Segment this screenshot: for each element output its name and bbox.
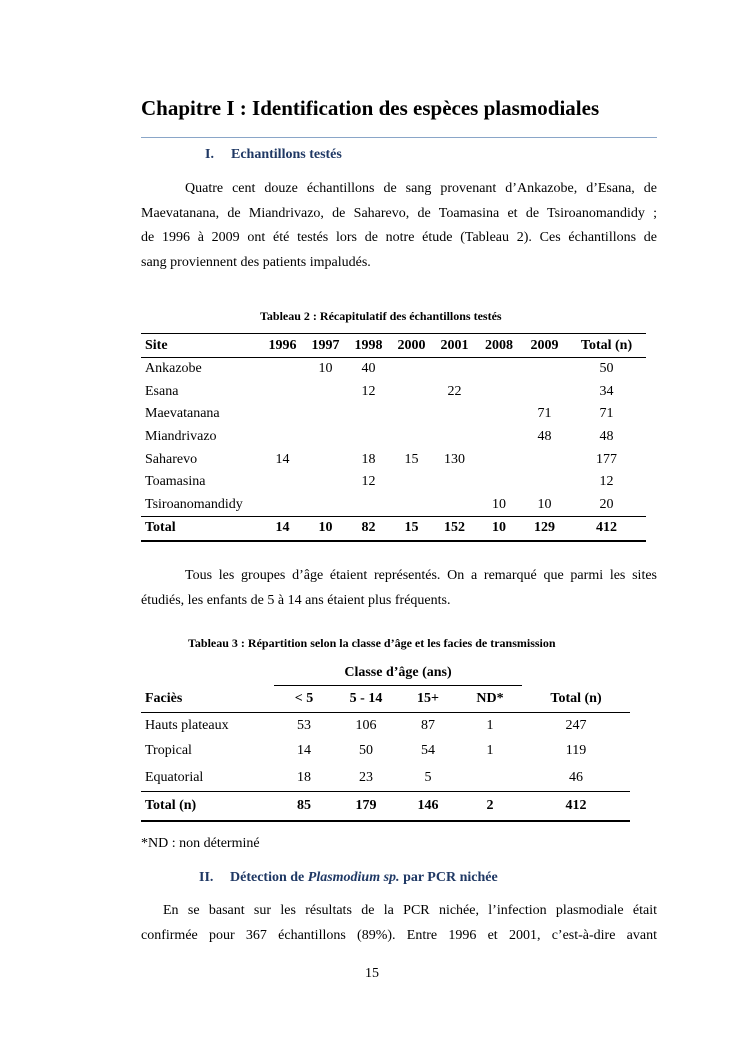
table-2-caption: Tableau 2 : Récapitulatif des échantillons testés — [260, 309, 502, 323]
table-cell — [390, 403, 433, 426]
section-2-title-italic: Plasmodium sp. — [307, 870, 400, 885]
title-rule — [141, 137, 657, 138]
table-cell: 87 — [421, 717, 435, 733]
table-cell: 146 — [398, 792, 458, 822]
header-cell: 1997 — [304, 334, 347, 358]
table-cell — [476, 448, 522, 471]
header-cell: 2000 — [390, 334, 433, 358]
table-cell: 10 — [304, 516, 347, 541]
table-cell: 152 — [433, 516, 476, 541]
table-cell: 1 — [486, 717, 494, 733]
table-cell — [433, 426, 476, 449]
table-row — [141, 494, 646, 517]
paragraph-line: étudiés, les enfants de 5 à 14 ans étaient plus fréquents. — [141, 592, 451, 608]
table-cell — [433, 358, 476, 381]
table-cell: 14 — [261, 516, 304, 541]
table-row — [141, 380, 646, 403]
table-cell — [476, 380, 522, 403]
table-cell — [476, 426, 522, 449]
table-cell — [522, 448, 567, 471]
paragraph-line: Tous les groupes d’âge étaient représentés. On a remarqué que parmi les sites — [185, 568, 657, 583]
table-cell — [522, 380, 567, 403]
table-cell: 10 — [476, 516, 522, 541]
table-cell — [304, 448, 347, 471]
table-cell: 15 — [390, 516, 433, 541]
header-cell: 15+ — [398, 686, 458, 713]
table-cell: Hauts plateaux — [145, 717, 229, 733]
table-row — [141, 403, 646, 426]
table-3-group-header-row — [141, 661, 630, 686]
table-cell: Total — [141, 516, 261, 541]
table-cell: 54 — [421, 743, 435, 759]
table-cell: 106 — [355, 717, 377, 733]
table-cell: 247 — [565, 717, 587, 733]
footnote: *ND : non déterminé — [141, 836, 260, 851]
table-row — [141, 764, 630, 792]
table-row — [141, 739, 630, 765]
table-cell: 82 — [347, 516, 390, 541]
table-cell: 412 — [522, 792, 630, 822]
table-cell — [476, 471, 522, 494]
table-cell: 15 — [404, 451, 419, 467]
table-cell: 1 — [486, 743, 494, 759]
table-cell: 12 — [361, 474, 376, 490]
table-cell — [261, 494, 304, 517]
section-2-number: II. — [199, 870, 214, 885]
table-3-header-row — [141, 686, 630, 713]
table-total-row — [141, 516, 646, 541]
table-cell — [433, 403, 476, 426]
page-number: 15 — [365, 966, 379, 981]
section-1-number: I. — [205, 147, 214, 162]
table-cell — [261, 471, 304, 494]
table-cell: 18 — [361, 451, 376, 467]
table-cell: 50 — [599, 361, 614, 377]
table-cell: Saharevo — [145, 451, 198, 467]
table-cell: 48 — [537, 428, 552, 444]
section-2-heading — [199, 870, 498, 886]
table-cell — [347, 426, 390, 449]
section-2-title-suffix: par PCR nichée — [399, 870, 498, 885]
table-row — [141, 426, 646, 449]
table-row — [141, 358, 646, 381]
table-cell: Tsiroanomandidy — [145, 496, 243, 512]
header-cell: Site — [141, 334, 261, 358]
header-cell: Faciès — [141, 686, 274, 713]
table-cell: 34 — [599, 383, 614, 399]
header-cell: Total (n) — [522, 686, 630, 713]
table-cell — [390, 471, 433, 494]
table-cell: 5 — [398, 764, 458, 792]
table-cell: Ankazobe — [145, 361, 202, 377]
paragraph-line: En se basant sur les résultats de la PCR nichée, l’infection plasmodiale était — [163, 903, 657, 918]
section-2-paragraph — [141, 899, 657, 948]
header-cell: 1996 — [261, 334, 304, 358]
header-cell: Total (n) — [567, 334, 646, 358]
table-cell: 179 — [334, 792, 398, 822]
table-cell: Miandrivazo — [145, 428, 217, 444]
table-cell — [347, 494, 390, 517]
table-cell: Total (n) — [141, 792, 274, 822]
section-1-heading — [205, 147, 342, 163]
table-cell: 412 — [567, 516, 646, 541]
table-cell: 53 — [297, 717, 311, 733]
table-cell: 71 — [537, 406, 552, 422]
table-cell: 119 — [565, 743, 587, 759]
table-cell: 20 — [599, 496, 614, 512]
table-cell: 18 — [274, 764, 334, 792]
age-groups-paragraph — [141, 564, 657, 613]
table-cell — [261, 426, 304, 449]
table-cell: 85 — [274, 792, 334, 822]
table-row — [141, 471, 646, 494]
table-3 — [141, 661, 630, 822]
table-cell — [390, 358, 433, 381]
header-cell: 2001 — [433, 334, 476, 358]
table-cell: 12 — [599, 474, 614, 490]
table-cell — [261, 358, 304, 381]
table-cell: 177 — [596, 451, 617, 467]
table-cell: 40 — [361, 361, 376, 377]
table-cell: Equatorial — [141, 764, 274, 792]
table-cell: 48 — [599, 428, 614, 444]
age-class-group-header: Classe d’âge (ans) — [274, 661, 522, 686]
table-cell — [261, 380, 304, 403]
header-cell: 5 - 14 — [334, 686, 398, 713]
table-cell: 71 — [599, 406, 614, 422]
paragraph-line: de 1996 à 2009 ont été testés lors de notre étude (Tableau 2). Ces échantillons de — [141, 230, 657, 246]
table-cell: 10 — [318, 361, 333, 377]
paragraph-line: Maevatanana, de Miandrivazo, de Saharevo, de Toamasina et de Tsiroanomandidy ; — [141, 205, 657, 221]
table-cell — [433, 494, 476, 517]
table-cell — [522, 358, 567, 381]
table-cell: 14 — [297, 743, 311, 759]
table-cell — [304, 471, 347, 494]
table-cell: 129 — [522, 516, 567, 541]
table-cell — [347, 403, 390, 426]
table-cell — [304, 403, 347, 426]
table-cell: Toamasina — [145, 474, 206, 490]
table-cell — [476, 358, 522, 381]
table-cell — [390, 380, 433, 403]
table-cell — [390, 494, 433, 517]
table-cell — [458, 764, 522, 792]
paragraph-line: sang proviennent des patients impaludés. — [141, 255, 371, 271]
table-cell — [261, 403, 304, 426]
table-2-header-row — [141, 334, 646, 358]
table-cell: 2 — [458, 792, 522, 822]
paragraph-line: Quatre cent douze échantillons de sang provenant d’Ankazobe, d’Esana, de — [185, 181, 657, 196]
table-cell: 12 — [361, 383, 376, 399]
table-cell: 50 — [359, 743, 373, 759]
table-row — [141, 713, 630, 739]
header-cell: 2008 — [476, 334, 522, 358]
header-cell: ND* — [458, 686, 522, 713]
table-row — [141, 448, 646, 471]
section-2-title-prefix: Détection de — [230, 870, 308, 885]
table-cell — [476, 403, 522, 426]
table-cell: Tropical — [145, 743, 192, 759]
header-cell: 1998 — [347, 334, 390, 358]
table-2 — [141, 333, 646, 542]
table-cell: 23 — [334, 764, 398, 792]
table-cell — [304, 494, 347, 517]
table-cell: 10 — [537, 496, 552, 512]
paragraph-line: confirmée pour 367 échantillons (89%). Entre 1996 et 2001, c’est-à-dire avant — [141, 927, 657, 943]
table-cell: 14 — [275, 451, 290, 467]
table-3-caption: Tableau 3 : Répartition selon la classe d’âge et les facies de transmission — [188, 636, 556, 650]
header-cell: < 5 — [274, 686, 334, 713]
table-cell — [304, 426, 347, 449]
section-1-title: Echantillons testés — [231, 147, 342, 162]
table-cell — [390, 426, 433, 449]
header-cell: 2009 — [522, 334, 567, 358]
table-cell: Esana — [145, 383, 179, 399]
table-cell: 10 — [492, 496, 506, 512]
table-cell: Maevatanana — [145, 406, 220, 422]
table-cell — [433, 471, 476, 494]
table-cell: 130 — [444, 451, 465, 467]
table-cell — [304, 380, 347, 403]
table-cell: 46 — [522, 764, 630, 792]
section-1-paragraph — [141, 177, 657, 276]
chapter-title: Chapitre I : Identification des espèces plasmodiales — [141, 96, 600, 120]
table-total-row — [141, 792, 630, 822]
table-cell — [522, 471, 567, 494]
table-cell: 22 — [447, 383, 462, 399]
